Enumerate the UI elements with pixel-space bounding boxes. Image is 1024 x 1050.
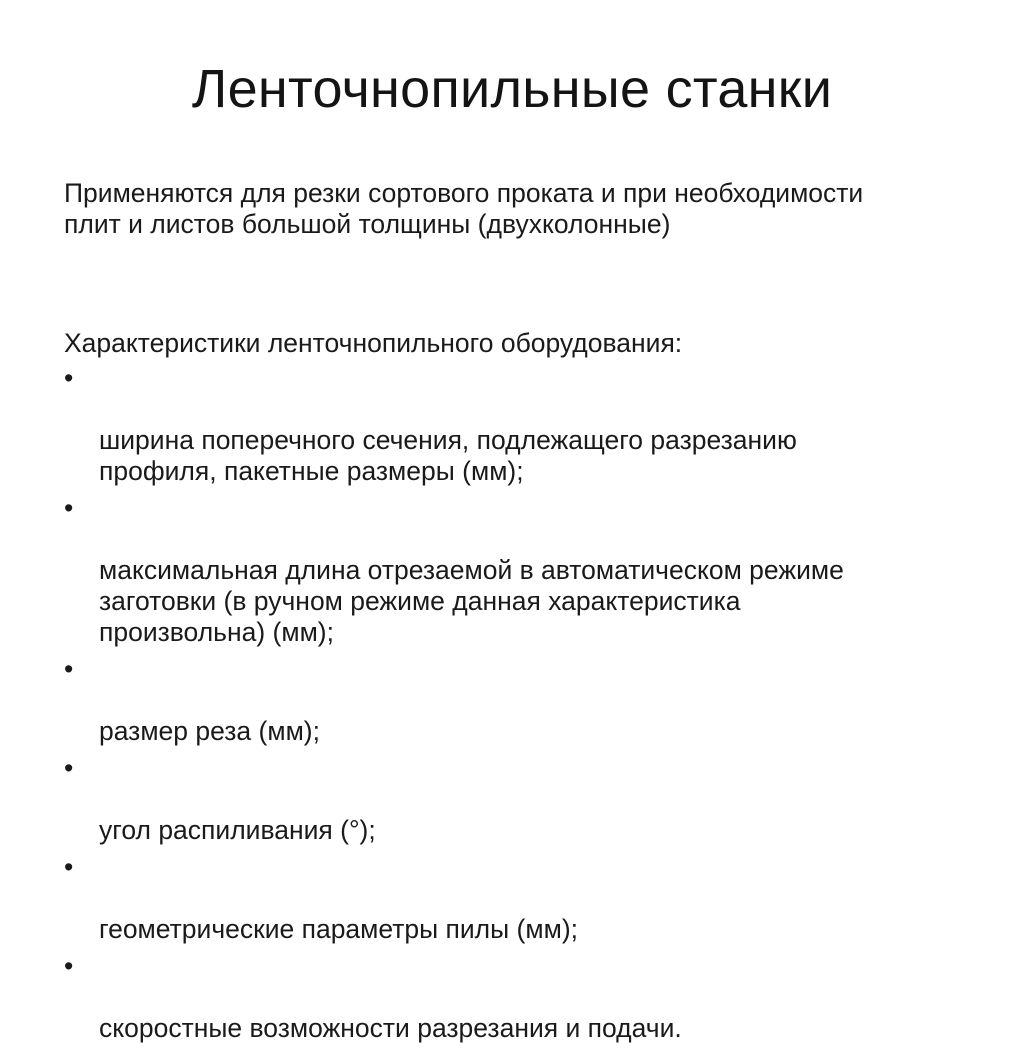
list-item-text: размер реза (мм); — [99, 716, 320, 746]
slide-body — [64, 178, 964, 1050]
list-item-text: геометрические параметры пилы (мм); — [99, 914, 579, 944]
list-item — [64, 363, 964, 487]
characteristics-list — [64, 363, 964, 1044]
bullet-icon: • — [64, 654, 74, 684]
list-item-text: скоростные возможности разрезания и подачи. — [99, 1013, 682, 1043]
characteristics-heading: Характеристики ленточнопильного оборудования: — [64, 328, 683, 358]
slide-title: Ленточнопильные станки — [191, 59, 833, 119]
list-item — [64, 654, 964, 747]
bullet-icon: • — [64, 493, 74, 523]
list-item — [64, 852, 964, 945]
bullet-icon: • — [64, 852, 74, 882]
list-item-text: ширина поперечного сечения, подлежащего разрезанию профиля, пакетные размеры (мм); — [99, 425, 797, 486]
list-item-text: максимальная длина отрезаемой в автоматическом режиме заготовки (в ручном режиме данная характеристика произвольна) (мм); — [99, 555, 844, 647]
list-item — [64, 493, 964, 648]
list-item-text: угол распиливания (°); — [99, 815, 376, 845]
bullet-icon: • — [64, 951, 74, 981]
intro-paragraph: Применяются для резки сортового проката и при необходимости плит и листов большой толщины (двухколонные) — [64, 178, 864, 239]
bullet-icon: • — [64, 753, 74, 783]
paragraph-spacer — [64, 240, 964, 328]
list-item — [64, 951, 964, 1044]
bullet-icon: • — [64, 363, 74, 393]
